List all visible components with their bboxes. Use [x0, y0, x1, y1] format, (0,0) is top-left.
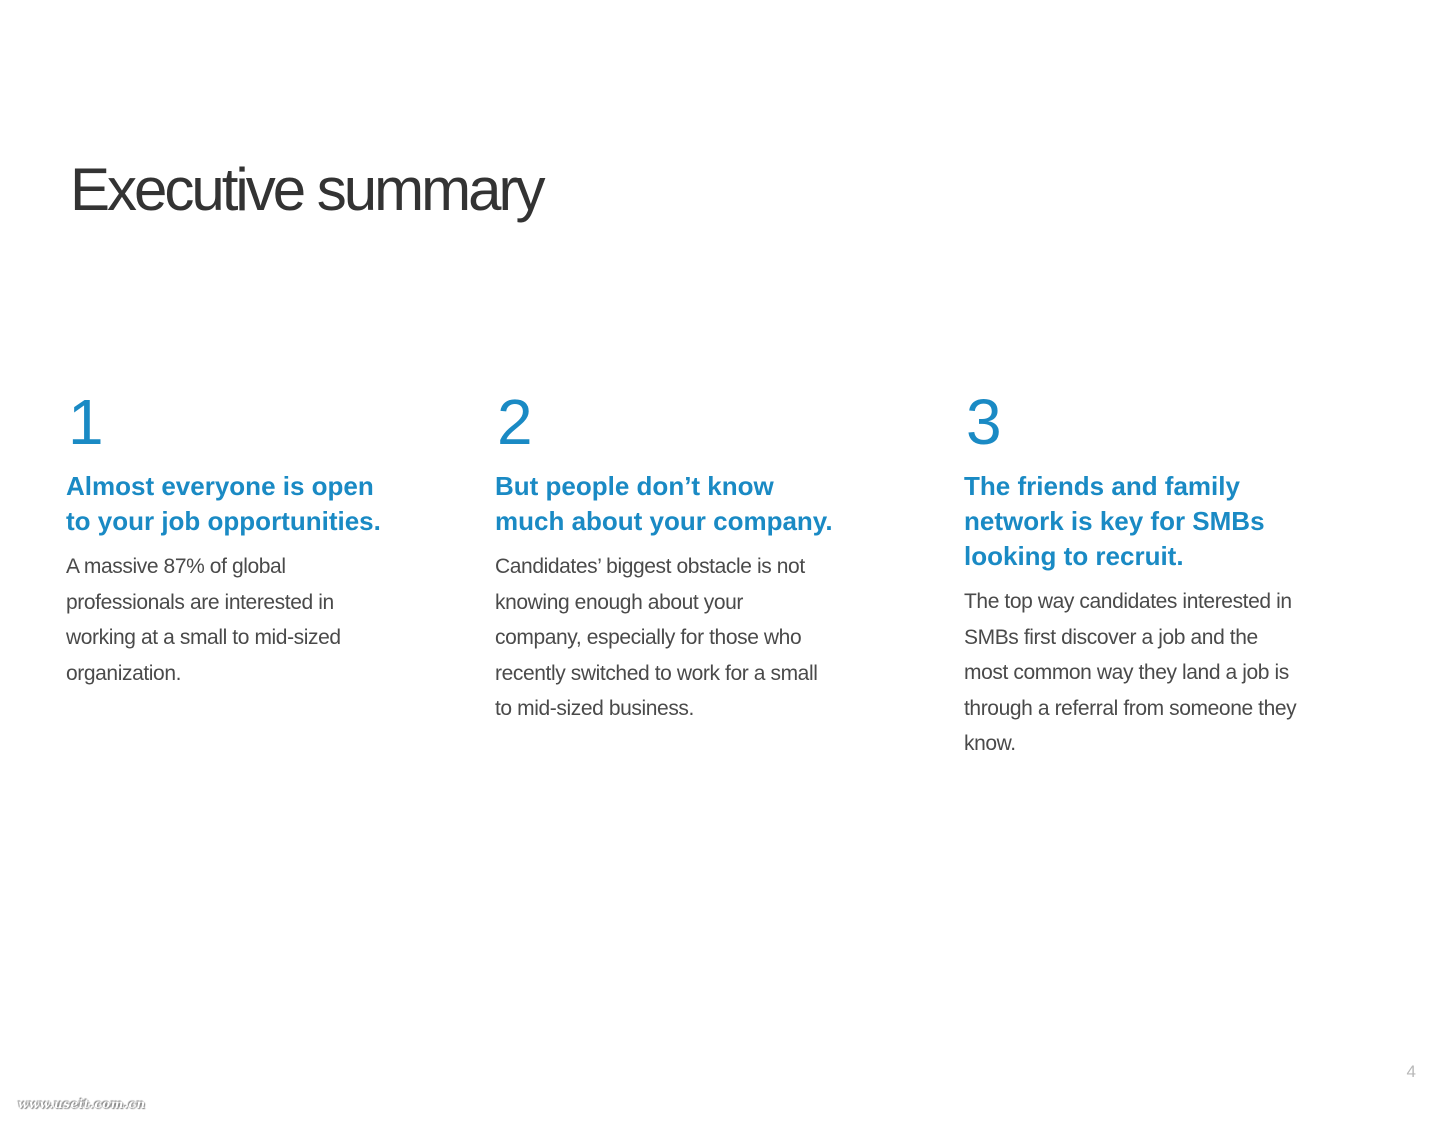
summary-point-1 [66, 385, 438, 691]
point-heading: Almost everyone is open to your job opportunities. [66, 471, 381, 536]
point-heading: But people don’t know much about your company. [495, 471, 833, 536]
point-number: 2 [497, 386, 533, 458]
point-number: 1 [68, 386, 104, 458]
summary-point-2 [495, 385, 895, 727]
page-number: 4 [1406, 1062, 1416, 1081]
summary-point-3 [964, 385, 1364, 762]
point-number: 3 [966, 386, 1002, 458]
point-body: A massive 87% of global professionals are interested in working at a small to mid-sized organization. [66, 555, 341, 685]
point-heading: The friends and family network is key for SMBs looking to recruit. [964, 471, 1265, 571]
point-body: The top way candidates interested in SMBs first discover a job and the most common way they land a job is through a referral from someone they know. [964, 590, 1297, 755]
page-title: Executive summary [70, 156, 543, 223]
point-body: Candidates’ biggest obstacle is not knowing enough about your company, especially for those who recently switched to work for a small to mid-sized business. [495, 555, 818, 720]
watermark: www.useit.com.cn [18, 1097, 146, 1111]
